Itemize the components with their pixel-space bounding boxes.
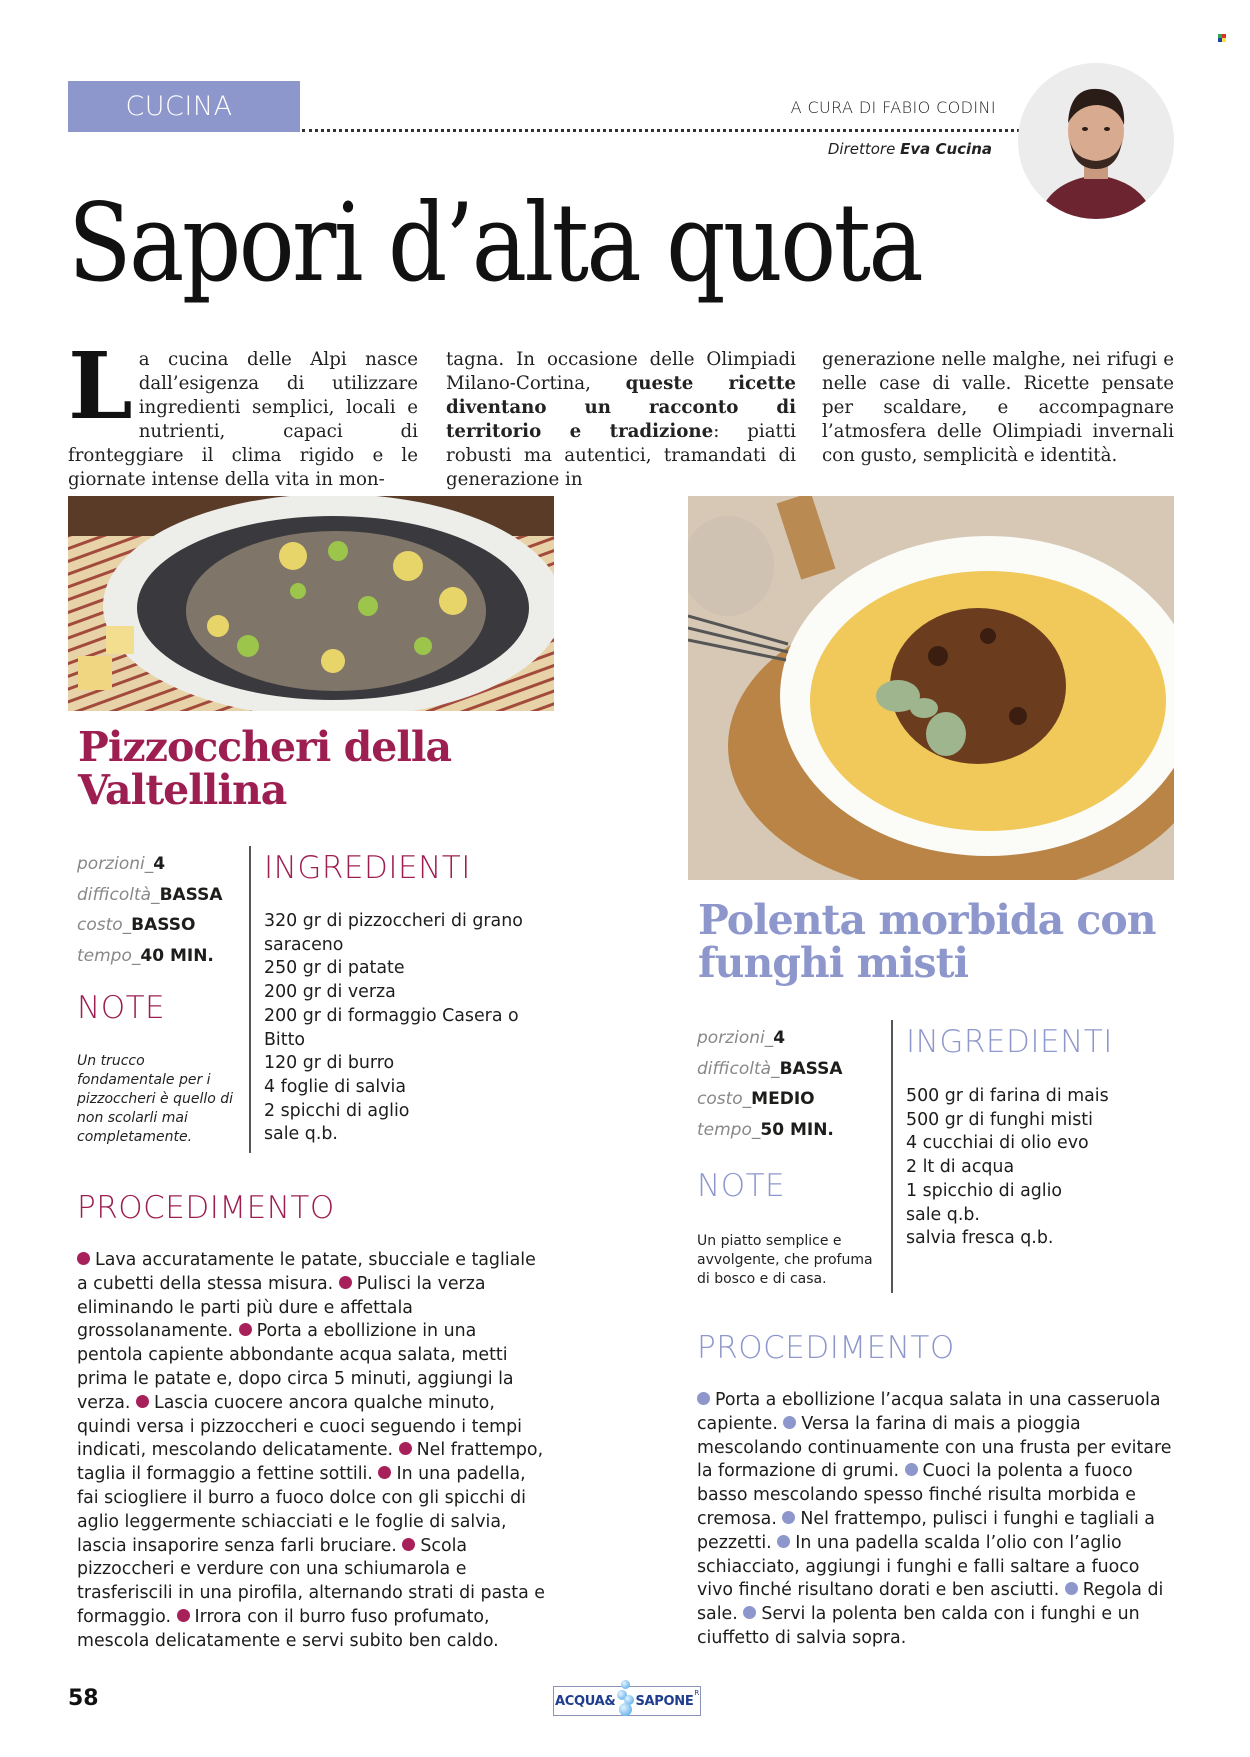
meta-difficolta [697,1054,843,1085]
polenta-plate-image [688,496,1174,880]
meta-value: 4 [773,1028,786,1048]
recipe-title-polenta [698,896,1156,987]
ingredient-item: 250 gr di patate [264,958,405,979]
ingredient-item: 4 foglie di salvia [264,1076,407,1097]
step-text: In una padella, fai sciogliere il burro a fuoco dolce con gli spicchi di aglio leggermente schiacciati e le foglie di salvia, lascia insaporire senza farli bruciare. [77,1464,526,1556]
step-text: Regola di sale. [697,1580,1164,1625]
ingredient-item: sale q.b. [264,1124,338,1145]
step-text: Lava accuratamente le patate, sbucciale e tagliale a cubetti della stessa misura. [77,1250,536,1294]
intro-text-1: a cucina delle Alpi nasce dall’esigenza di utilizzare ingredienti semplici, locali e nutrienti, capaci di fronteggiare il clima rigido e le giornate intense della vita in mon- [68,349,418,490]
procedure-heading-pizzoccheri: PROCEDIMENTO [77,1190,335,1226]
intro-text-2b: : piatti robusti ma autentici, tramandati di generazione in [446,421,796,490]
bullet-dot-icon [743,1606,756,1619]
meta-label: costo_ [697,1089,752,1109]
bullet-dot-icon [239,1323,252,1336]
section-label: CUCINA [125,91,233,122]
step-text: Lascia cuocere ancora qualche minuto, quindi versa i pizzoccheri e cuoci seguendo i tempi indicati, mescolando delicatamente. [77,1392,522,1461]
byline: A CURA DI FABIO CODINI [790,98,996,117]
ingredient-item: sale q.b. [906,1204,980,1225]
procedure-step [697,1604,1140,1648]
intro-column-1 [68,332,418,492]
color-registration-mark [1218,34,1226,42]
logo-text-left: ACQUA& [555,1693,616,1709]
meta-costo [697,1084,843,1115]
bullet-dot-icon [136,1395,149,1408]
recipe-meta-polenta [697,1023,843,1145]
meta-label: porzioni_ [77,854,154,874]
ingredients-list-pizzoccheri [264,910,544,1147]
meta-tempo [77,941,223,972]
ingredient-item: 200 gr di verza [264,982,396,1003]
meta-label: difficoltà_ [77,884,160,905]
bullet-dot-icon [783,1416,796,1429]
recipe-title-line-1: Polenta morbida con [698,896,1156,944]
bullet-dot-icon [777,1535,790,1548]
director-credit [828,140,992,158]
meta-value: BASSO [131,915,196,935]
intro-highlight: queste ricette diventano un racconto di territorio e tradizione [446,373,796,442]
ingredient-item: salvia fresca q.b. [906,1228,1054,1249]
bullet-dot-icon [905,1463,918,1476]
column-divider [249,846,251,1153]
step-text: Porta a ebollizione in una pentola capiente abbondante acqua salata, metti prima le patate e, dopo circa 5 minuti, aggiungi la verza. [77,1321,514,1413]
person-portrait-icon [1018,63,1174,219]
bubbles-icon [616,1686,634,1716]
acqua-sapone-logo [553,1686,701,1716]
step-text: Nel frattempo, taglia il formaggio a fettine sottili. [77,1440,544,1485]
author-avatar [1018,63,1174,219]
note-heading-polenta: NOTE [697,1168,786,1204]
ingredients-heading-polenta: INGREDIENTI [906,1024,1113,1060]
pizzoccheri-photo [68,496,554,711]
page-number: 58 [68,1686,99,1711]
intro-column-2 [446,348,796,492]
bullet-dot-icon [177,1609,190,1622]
bullet-dot-icon [402,1538,415,1551]
note-pizzoccheri: Un trucco fondamentale per i pizzoccheri è quello di non scolarli mai completamente. [77,1053,234,1145]
meta-costo [77,910,223,941]
page-title: Sapori d’alta quota [68,181,922,306]
bullet-dot-icon [1065,1582,1078,1595]
procedure-heading-polenta: PROCEDIMENTO [697,1330,955,1366]
intro-text-2a: tagna. In occasione delle Olimpiadi Milano-Cortina, [446,349,796,394]
note-heading-pizzoccheri: NOTE [77,990,166,1026]
step-text: In una padella scalda l’olio con l’aglio schiacciato, aggiungi i funghi e falli saltare a fuoco vivo finché risultano dorati e ben asciutti. [697,1532,1140,1601]
meta-value: 50 MIN. [760,1119,834,1140]
meta-difficolta [77,880,223,911]
ingredients-list-polenta [906,1085,1176,1251]
director-name: Eva Cucina [900,140,992,158]
ingredient-item: 2 lt di acqua [906,1157,1015,1178]
registered-mark: R [694,1689,699,1697]
bullet-dot-icon [77,1252,90,1265]
ingredient-item: 1 spicchio di aglio [906,1180,1063,1201]
procedure-polenta [697,1389,1172,1651]
section-tag [68,81,300,132]
note-polenta: Un piatto semplice e avvolgente, che profuma di bosco e di casa. [697,1233,873,1287]
recipe-title-line-2: funghi misti [698,939,969,987]
drop-cap: L [68,332,133,440]
bullet-dot-icon [782,1511,795,1524]
meta-label: porzioni_ [697,1028,774,1048]
polenta-photo [688,496,1174,880]
recipe-title-line-1: Pizzoccheri della [78,723,452,771]
bullet-dot-icon [697,1392,710,1405]
step-text: Scola pizzoccheri e verdure con una schiumarola e trasferiscili in una pirofila, alternando strati di pasta e formaggio. [77,1535,546,1627]
meta-value: MEDIO [751,1089,815,1109]
meta-tempo [697,1115,843,1146]
meta-label: tempo_ [697,1119,761,1140]
ingredients-heading-pizzoccheri: INGREDIENTI [264,850,471,886]
director-label: Direttore [827,140,896,158]
bullet-dot-icon [399,1442,412,1455]
meta-label: costo_ [77,915,132,935]
recipe-title-pizzoccheri [78,723,452,814]
intro-column-3: generazione nelle malghe, nei rifugi e nelle case di valle. Ricette pensate per scaldare, e accompagnare l’atmosfera delle Olimpiadi invernali con gusto, semplicità e identità. [822,349,1174,466]
meta-label: difficoltà_ [697,1058,780,1079]
meta-value: 4 [153,854,166,874]
ingredient-item: 200 gr di formaggio Casera o Bitto [264,1005,519,1050]
step-text: Cuoci la polenta a fuoco basso mescolando spesso finché risulta morbida e cremosa. [697,1461,1136,1529]
ingredient-item: 500 gr di farina di mais [906,1086,1109,1106]
meta-value: BASSA [159,884,223,905]
column-divider [891,1020,893,1293]
bullet-dot-icon [339,1276,352,1289]
meta-porzioni [697,1023,843,1054]
pizzoccheri-plate-image [68,496,554,711]
step-text: Versa la farina di mais a pioggia mescolando continuamente con una frusta per evitare la formazione di grumi. [697,1413,1172,1482]
logo-text-right: SAPONE [635,1693,694,1709]
step-text: Irrora con il burro fuso profumato, mescola delicatamente e servi subito ben caldo. [77,1606,499,1651]
meta-porzioni [77,849,223,880]
ingredient-item: 320 gr di pizzoccheri di grano saraceno [264,911,523,955]
ingredient-item: 4 cucchiai di olio evo [906,1133,1089,1154]
step-text: Servi la polenta ben calda con i funghi e un ciuffetto di salvia sopra. [697,1604,1140,1648]
meta-value: BASSA [779,1058,843,1079]
step-text: Porta a ebollizione l’acqua salata in una casseruola capiente. [697,1390,1161,1434]
recipe-meta-pizzoccheri [77,849,223,971]
step-text: Nel frattempo, pulisci i funghi e tagliali a pezzetti. [697,1508,1155,1553]
ingredient-item: 120 gr di burro [264,1053,395,1074]
procedure-pizzoccheri [77,1249,547,1654]
ingredient-item: 2 spicchi di aglio [264,1100,410,1121]
ingredient-item: 500 gr di funghi misti [906,1109,1093,1130]
bullet-dot-icon [378,1466,391,1479]
meta-value: 40 MIN. [140,945,214,966]
meta-label: tempo_ [77,945,141,966]
step-text: Pulisci la verza eliminando le parti più dure e affettala grossolanamente. [77,1273,486,1342]
recipe-title-line-2: Valtellina [78,766,287,814]
header-divider [302,129,1020,132]
